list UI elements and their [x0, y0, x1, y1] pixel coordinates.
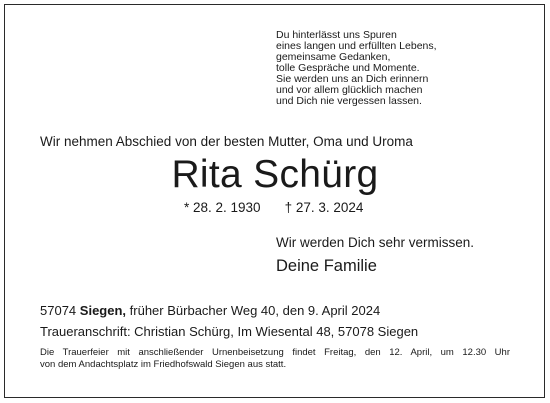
- family-signature: Deine Familie: [276, 257, 377, 275]
- poem-line: Du hinterlässt uns Spuren: [276, 29, 397, 41]
- poem-line: und Dich nie vergessen lassen.: [276, 95, 422, 107]
- birth-date: * 28. 2. 1930: [184, 200, 261, 215]
- poem-line: gemeinsame Gedanken,: [276, 51, 391, 63]
- address-rest: früher Bürbacher Weg 40, den 9. April 2024: [129, 303, 381, 318]
- city: Siegen,: [79, 303, 127, 318]
- farewell-intro: Wir nehmen Abschied von der besten Mutter, Oma und Uroma: [40, 134, 413, 149]
- service-line: Die Trauerfeier mit anschließender Urnenbeisetzung findet Freitag, den 12. April, um 12.30 Uhr: [40, 347, 510, 358]
- mourning-address: Traueranschrift: Christian Schürg, Im Wiesental 48, 57078 Siegen: [40, 324, 419, 339]
- death-date: † 27. 3. 2024: [284, 200, 364, 215]
- deceased-name: Rita Schürg: [171, 153, 379, 196]
- poem-line: eines langen und erfüllten Lebens,: [276, 40, 437, 52]
- poem: [276, 30, 516, 107]
- poem-line: tolle Gespräche und Momente.: [276, 62, 420, 74]
- closing-message: Wir werden Dich sehr vermissen.: [276, 235, 475, 250]
- life-dates: [184, 200, 363, 215]
- postal-code: 57074: [40, 303, 77, 318]
- poem-line: Sie werden uns an Dich erinnern: [276, 73, 429, 85]
- place-and-date: [40, 303, 380, 318]
- service-notice: [40, 347, 510, 371]
- poem-line: und vor allem glücklich machen: [276, 84, 423, 96]
- service-line: von dem Andachtsplatz im Friedhofswald Siegen aus statt.: [40, 359, 287, 370]
